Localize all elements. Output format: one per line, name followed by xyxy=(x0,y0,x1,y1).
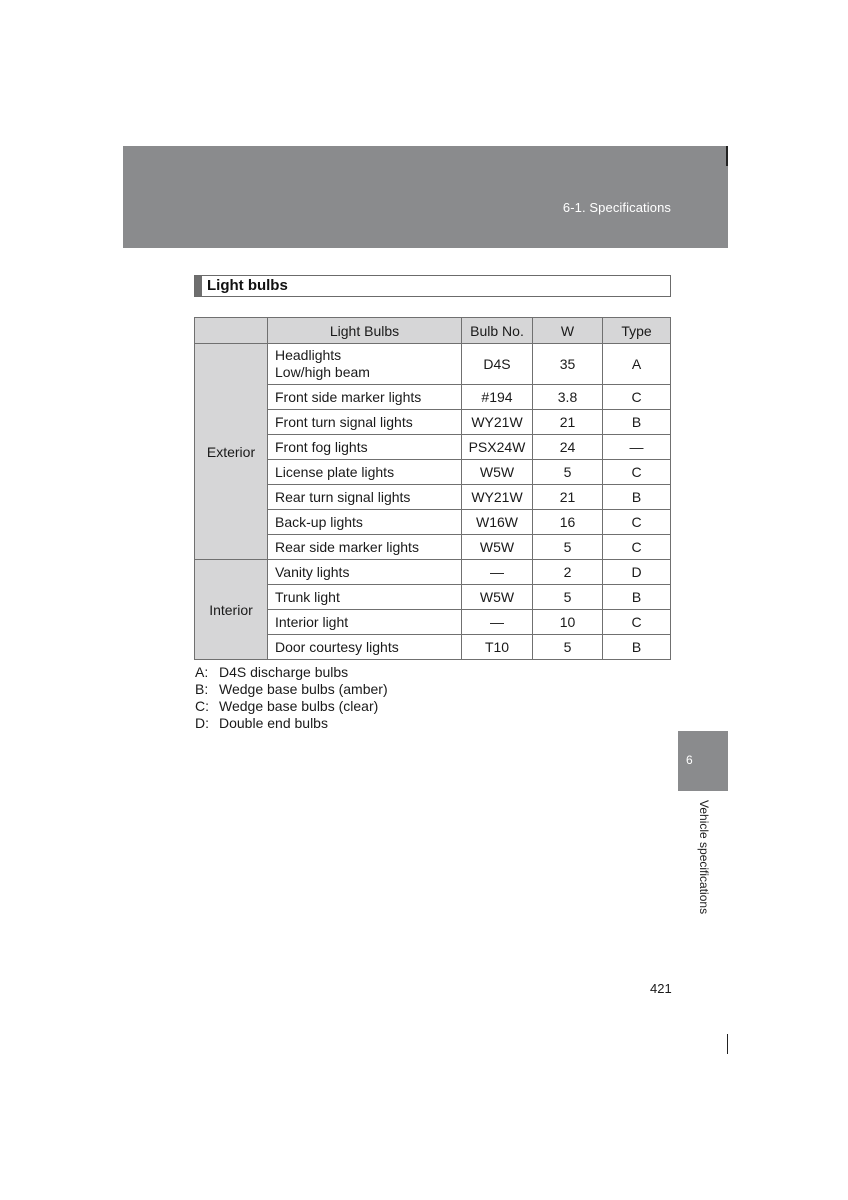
category-interior: Interior xyxy=(195,560,268,660)
bulb-type: C xyxy=(603,535,671,560)
header-bulb-no: Bulb No. xyxy=(462,318,533,344)
bulb-watt: 10 xyxy=(533,610,603,635)
legend-text: D4S discharge bulbs xyxy=(219,664,349,680)
bulb-type: — xyxy=(603,435,671,460)
legend-item xyxy=(195,715,388,732)
bulb-type: B xyxy=(603,485,671,510)
bulb-type: D xyxy=(603,560,671,585)
chapter-tab xyxy=(678,731,728,791)
bulb-no: — xyxy=(462,610,533,635)
bulb-name-line2: Low/high beam xyxy=(275,364,370,380)
bulb-type: B xyxy=(603,635,671,660)
bulb-no: — xyxy=(462,560,533,585)
section-title: Light bulbs xyxy=(207,277,288,294)
table-row xyxy=(195,560,671,585)
bulb-no: W16W xyxy=(462,510,533,535)
bulb-no: W5W xyxy=(462,585,533,610)
bulb-no: #194 xyxy=(462,385,533,410)
bulb-name: License plate lights xyxy=(268,460,462,485)
bulb-name: Front turn signal lights xyxy=(268,410,462,435)
legend-text: Double end bulbs xyxy=(219,715,328,731)
bulb-type: C xyxy=(603,610,671,635)
bulb-name: Rear side marker lights xyxy=(268,535,462,560)
bulb-type-legend xyxy=(195,664,388,732)
light-bulbs-table xyxy=(194,317,671,660)
header-watt: W xyxy=(533,318,603,344)
bulb-type: C xyxy=(603,510,671,535)
bulb-no: WY21W xyxy=(462,485,533,510)
bulb-type: B xyxy=(603,410,671,435)
bulb-watt: 35 xyxy=(533,344,603,385)
header-crop-mark xyxy=(726,146,728,166)
bulb-watt: 3.8 xyxy=(533,385,603,410)
bulb-name: Trunk light xyxy=(268,585,462,610)
bulb-watt: 24 xyxy=(533,435,603,460)
bulb-name-line1: Headlights xyxy=(275,347,342,363)
bulb-no: W5W xyxy=(462,535,533,560)
bulb-no: T10 xyxy=(462,635,533,660)
table-row xyxy=(195,344,671,385)
chapter-number: 6 xyxy=(686,753,693,767)
header-type: Type xyxy=(603,318,671,344)
legend-text: Wedge base bulbs (amber) xyxy=(219,681,388,697)
bulb-no: WY21W xyxy=(462,410,533,435)
legend-key: D: xyxy=(195,715,209,731)
bulb-type: B xyxy=(603,585,671,610)
bulb-watt: 16 xyxy=(533,510,603,535)
header-category xyxy=(195,318,268,344)
legend-key: C: xyxy=(195,698,209,714)
legend-text: Wedge base bulbs (clear) xyxy=(219,698,379,714)
bulb-watt: 2 xyxy=(533,560,603,585)
legend-key: B: xyxy=(195,681,209,697)
bulb-name: Interior light xyxy=(268,610,462,635)
category-exterior: Exterior xyxy=(195,344,268,560)
section-label: 6-1. Specifications xyxy=(562,200,671,215)
bulb-type: A xyxy=(603,344,671,385)
bulb-name: Door courtesy lights xyxy=(268,635,462,660)
bulb-no: D4S xyxy=(462,344,533,385)
legend-item xyxy=(195,698,388,715)
bulb-watt: 21 xyxy=(533,410,603,435)
title-accent xyxy=(195,276,202,296)
bulb-name: Front fog lights xyxy=(268,435,462,460)
bulb-no: W5W xyxy=(462,460,533,485)
bulb-watt: 21 xyxy=(533,485,603,510)
bulb-name: Rear turn signal lights xyxy=(268,485,462,510)
legend-key: A: xyxy=(195,664,209,680)
legend-item xyxy=(195,681,388,698)
bulb-type: C xyxy=(603,385,671,410)
bulb-name: Front side marker lights xyxy=(268,385,462,410)
bulb-name: Vanity lights xyxy=(268,560,462,585)
header-band xyxy=(123,146,728,248)
bulb-watt: 5 xyxy=(533,460,603,485)
bulb-type: C xyxy=(603,460,671,485)
bulb-watt: 5 xyxy=(533,535,603,560)
bulb-name: Back-up lights xyxy=(268,510,462,535)
bulb-watt: 5 xyxy=(533,635,603,660)
section-title-bar xyxy=(194,275,671,297)
bulb-no: PSX24W xyxy=(462,435,533,460)
table-header-row xyxy=(195,318,671,344)
bulb-watt: 5 xyxy=(533,585,603,610)
legend-item xyxy=(195,664,388,681)
chapter-label: Vehicle specifications xyxy=(697,800,711,915)
bulb-name xyxy=(268,344,462,385)
page-number: 421 xyxy=(650,981,672,996)
header-light-bulbs: Light Bulbs xyxy=(268,318,462,344)
page-crop-mark xyxy=(727,1034,728,1054)
